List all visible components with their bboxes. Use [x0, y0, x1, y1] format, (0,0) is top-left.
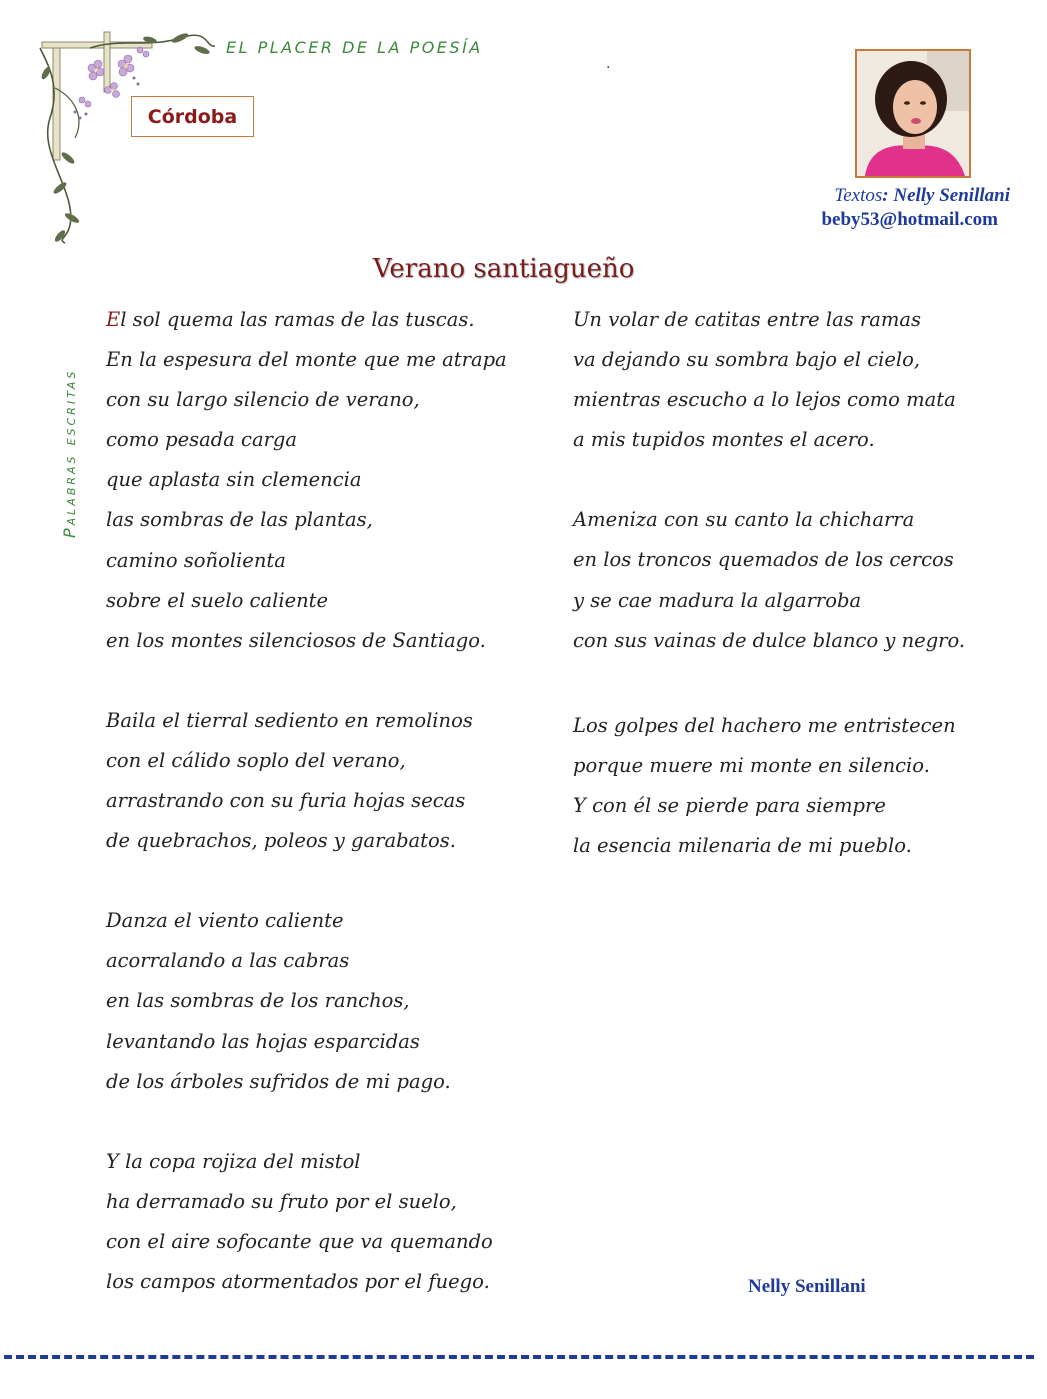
poem-line: a mis tupidos montes el acero.: [573, 428, 875, 452]
poem-line: Y con él se pierde para siempre: [573, 793, 886, 817]
credit-author: Nelly Senillani: [893, 185, 1010, 206]
poem-line: El sol quema las ramas de las tuscas.: [106, 308, 475, 331]
poem-line: con el aire sofocante que va quemando: [106, 1229, 493, 1253]
poem-right-column: [573, 300, 965, 866]
poem-signature: Nelly Senillani: [748, 1276, 866, 1297]
stanza: [573, 500, 965, 660]
poem-line: Un volar de catitas entre las ramas: [573, 308, 921, 331]
stanza: [106, 300, 507, 661]
poem-line: Ameniza con su canto la chicharra: [573, 508, 915, 532]
poem-line: los campos atormentados por el fuego.: [106, 1269, 490, 1293]
region-label: [131, 96, 254, 137]
poem-line: con sus vainas de dulce blanco y negro.: [573, 628, 966, 652]
vine-corner-ornament: [30, 28, 220, 248]
poem-line: con el cálido soplo del verano,: [106, 748, 406, 772]
credit-line: [760, 185, 1010, 207]
series-title: EL PLACER DE LA POESÍA: [226, 38, 483, 57]
poem-line: en los troncos quemados de los cercos: [573, 548, 954, 572]
poem-line: la esencia milenaria de mi pueblo.: [573, 834, 912, 858]
poem-line: sobre el suelo caliente: [106, 588, 329, 612]
credit-separator: :: [882, 185, 894, 206]
side-section-label: [60, 369, 79, 538]
poem-line: en los montes silenciosos de Santiago.: [106, 628, 486, 652]
poem-line: va dejando su sombra bajo el cielo,: [573, 348, 921, 372]
author-portrait: [857, 51, 969, 176]
credit-label: Textos: [834, 185, 883, 206]
poem-line: como pesada carga: [106, 428, 298, 452]
poem-line: con su largo silencio de verano,: [106, 388, 420, 412]
side-label-text: Palabras escritas: [60, 368, 79, 538]
poem-line: las sombras de las plantas,: [106, 508, 373, 532]
poem-line: Y la copa rojiza del mistol: [106, 1149, 361, 1173]
poem-line: En la espesura del monte que me atrapa: [106, 348, 507, 372]
stanza: [573, 300, 965, 460]
poem-line: acorralando a las cabras: [106, 949, 350, 973]
poem-left-column: [106, 300, 507, 1302]
author-photo: [855, 49, 971, 178]
bottom-divider: [4, 1355, 1034, 1359]
poem-line: Baila el tierral sediento en remolinos: [106, 708, 473, 732]
poem-line: de los árboles sufridos de mi pago.: [106, 1069, 451, 1093]
poem-title: Verano santiagueño: [373, 254, 635, 284]
initial-letter: E: [106, 308, 121, 331]
poem-line: ha derramado su fruto por el suelo,: [106, 1189, 457, 1213]
poem-line: en las sombras de los ranchos,: [106, 989, 410, 1013]
poem-line: mientras escucho a lo lejos como mata: [573, 388, 956, 412]
poem-line: porque muere mi monte en silencio.: [573, 753, 930, 777]
poem-line: que aplasta sin clemencia: [106, 468, 362, 492]
stray-mark: .: [606, 56, 611, 72]
poem-line: levantando las hojas esparcidas: [106, 1029, 420, 1053]
poem-line: camino soñolienta: [106, 548, 286, 572]
author-email: beby53@hotmail.com: [821, 209, 998, 230]
poem-line: de quebrachos, poleos y garabatos.: [106, 829, 456, 853]
poem-line: y se cae madura la algarroba: [573, 588, 862, 612]
poem-line: arrastrando con su furia hojas secas: [106, 789, 466, 813]
region-text: Córdoba: [147, 105, 238, 128]
stanza: [573, 706, 965, 866]
poem-line: Danza el viento caliente: [106, 909, 344, 933]
poem-line: Los golpes del hachero me entristecen: [573, 713, 956, 737]
stanza: [106, 901, 507, 1101]
stanza: [106, 701, 507, 861]
stanza: [106, 1142, 507, 1302]
